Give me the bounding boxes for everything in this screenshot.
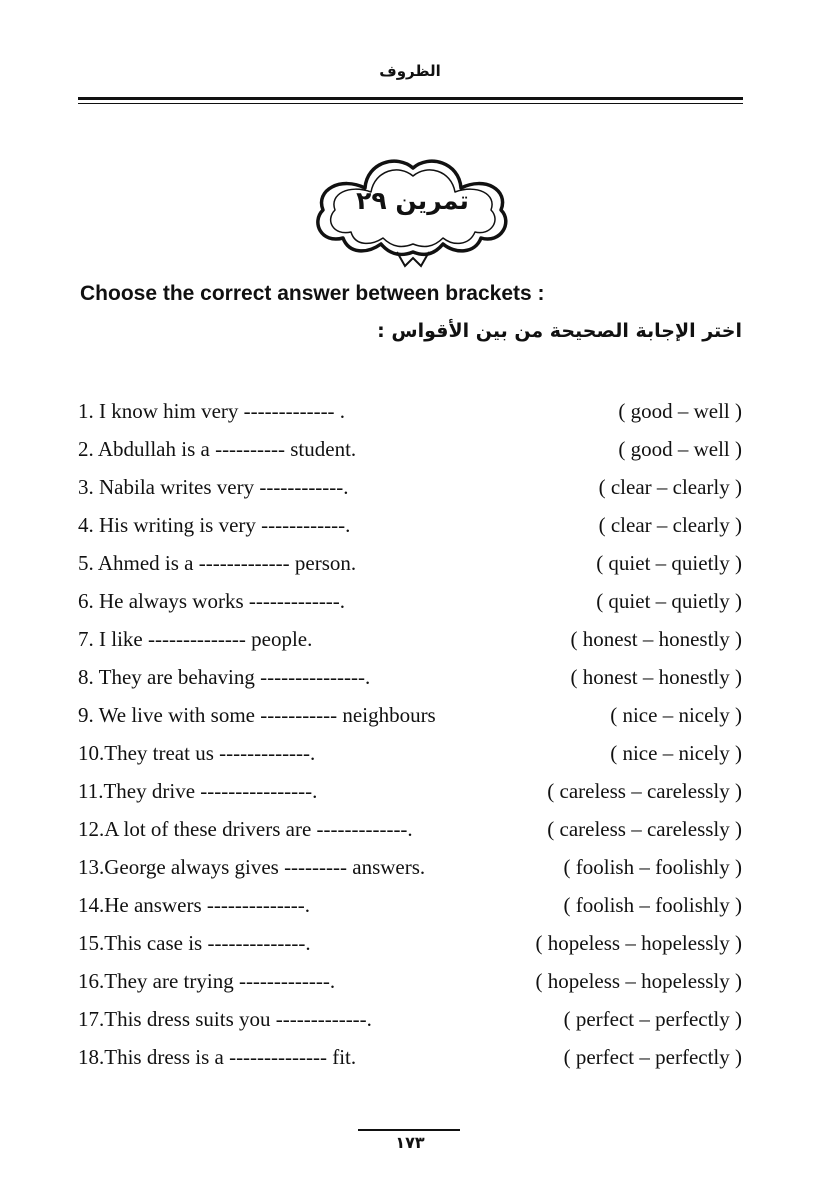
instruction-arabic: اختر الإجابة الصحيحة من بين الأقواس : xyxy=(377,320,742,342)
question-text: 4. His writing is very ------------. xyxy=(78,513,351,537)
question-text: 10.They treat us -------------. xyxy=(78,741,316,765)
question-row xyxy=(0,810,820,848)
question-text: 7. I like -------------- people. xyxy=(78,627,313,651)
question-row xyxy=(0,430,820,468)
question-row xyxy=(0,924,820,962)
question-row xyxy=(0,468,820,506)
question-row xyxy=(0,1038,820,1076)
instruction-english: Choose the correct answer between brackets : xyxy=(80,282,545,305)
question-text: 13.George always gives --------- answers. xyxy=(78,855,426,879)
question-row xyxy=(0,886,820,924)
question-choices: ( nice – nicely ) xyxy=(610,741,742,765)
question-text: 8. They are behaving ---------------. xyxy=(78,665,371,689)
header-rule-thin xyxy=(78,103,743,104)
question-row xyxy=(0,734,820,772)
exercise-title-cloud xyxy=(305,148,520,273)
question-row xyxy=(0,620,820,658)
question-row xyxy=(0,544,820,582)
question-text: 15.This case is --------------. xyxy=(78,931,311,955)
question-choices: ( honest – honestly ) xyxy=(570,665,742,689)
question-choices: ( foolish – foolishly ) xyxy=(563,893,742,917)
question-choices: ( hopeless – hopelessly ) xyxy=(535,931,742,955)
question-text: 16.They are trying -------------. xyxy=(78,969,336,993)
question-text: 2. Abdullah is a ---------- student. xyxy=(78,437,357,461)
question-text: 1. I know him very ------------- . xyxy=(78,399,346,423)
page-number: ١٧٣ xyxy=(395,1133,425,1152)
question-choices: ( perfect – perfectly ) xyxy=(563,1007,742,1031)
question-text: 17.This dress suits you -------------. xyxy=(78,1007,372,1031)
question-choices: ( hopeless – hopelessly ) xyxy=(535,969,742,993)
question-choices: ( careless – carelessly ) xyxy=(547,817,742,841)
question-text: 5. Ahmed is a ------------- person. xyxy=(78,551,357,575)
question-row xyxy=(0,772,820,810)
question-choices: ( honest – honestly ) xyxy=(570,627,742,651)
question-text: 6. He always works -------------. xyxy=(78,589,346,613)
question-choices: ( quiet – quietly ) xyxy=(596,589,742,613)
question-row xyxy=(0,848,820,886)
question-text: 12.A lot of these drivers are -------------. xyxy=(78,817,413,841)
question-row xyxy=(0,1000,820,1038)
question-text: 14.He answers --------------. xyxy=(78,893,311,917)
question-choices: ( quiet – quietly ) xyxy=(596,551,742,575)
question-text: 18.This dress is a -------------- fit. xyxy=(78,1045,357,1069)
question-choices: ( clear – clearly ) xyxy=(598,475,742,499)
question-choices: ( good – well ) xyxy=(618,399,742,423)
question-list xyxy=(0,392,820,1076)
question-row xyxy=(0,582,820,620)
question-row xyxy=(0,392,820,430)
running-header: الظروف xyxy=(379,62,441,80)
question-row xyxy=(0,696,820,734)
question-row xyxy=(0,962,820,1000)
question-choices: ( clear – clearly ) xyxy=(598,513,742,537)
question-row xyxy=(0,506,820,544)
question-choices: ( foolish – foolishly ) xyxy=(563,855,742,879)
header-rule-thick xyxy=(78,97,743,100)
footer-rule xyxy=(358,1129,460,1131)
question-text: 11.They drive ----------------. xyxy=(78,779,318,803)
question-choices: ( perfect – perfectly ) xyxy=(563,1045,742,1069)
question-choices: ( good – well ) xyxy=(618,437,742,461)
question-text: 3. Nabila writes very ------------. xyxy=(78,475,349,499)
question-choices: ( nice – nicely ) xyxy=(610,703,742,727)
question-row xyxy=(0,658,820,696)
question-text: 9. We live with some ----------- neighbours xyxy=(78,703,436,727)
exercise-title: تمرين ٢٩ xyxy=(356,186,469,215)
question-choices: ( careless – carelessly ) xyxy=(547,779,742,803)
